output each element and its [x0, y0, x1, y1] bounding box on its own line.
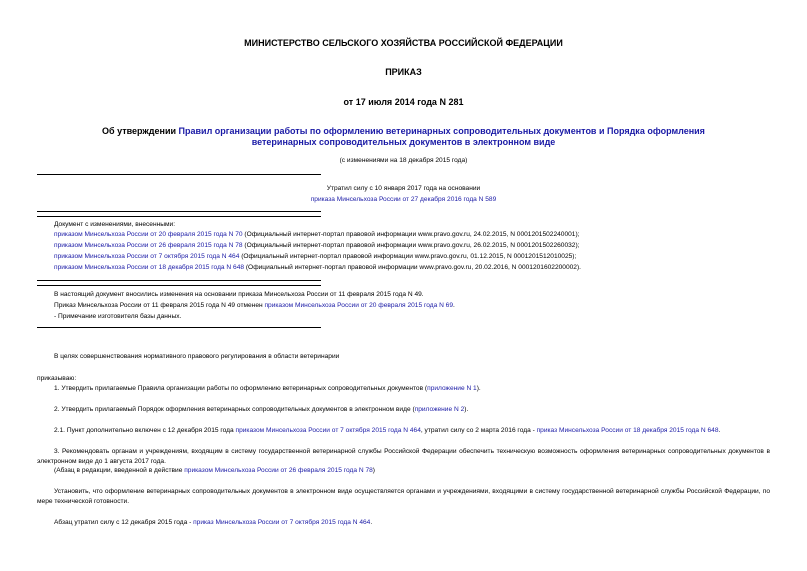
- paragraph-4: Установить, что оформление ветеринарных сопроводительных документов в электронном виде осуществляется органами и учреждениями, входящими в систему государственной ветеринарной службы Российской Федерации, по мере технической готовности.: [37, 488, 770, 505]
- note-line: [54, 301, 455, 311]
- note-text: .: [453, 302, 455, 309]
- amendment-link[interactable]: приказом Минсельхоза России от 20 февраля 2015 года N 70: [54, 231, 243, 238]
- amendment-link[interactable]: приказом Минсельхоза России от 26 февраля 2015 года N 78: [54, 242, 243, 249]
- note-line: - Примечание изготовителя базы данных.: [54, 313, 182, 320]
- doc-type-heading: ПРИКАЗ: [385, 67, 422, 77]
- paragraph-1: [54, 384, 481, 394]
- paragraph-3-note: [54, 466, 375, 476]
- amendment-source: (Официальный интернет-портал правовой информации www.pravo.gov.ru, 26.02.2015, N 0001201502260032);: [242, 242, 580, 249]
- amendment-source: (Официальный интернет-портал правовой информации www.pravo.gov.ru, 20.02.2016, N 0001201602200002).: [244, 264, 581, 271]
- revision-note: (с изменениями на 18 декабря 2015 года): [339, 157, 468, 164]
- document-title: [70, 126, 737, 148]
- repeal-text: Утратил силу с 10 января 2017 года на основании: [326, 185, 481, 192]
- divider: [37, 211, 321, 212]
- paragraph-text: 2. Утвердить прилагаемый Порядок оформления ветеринарных сопроводительных документов в электронном виде (: [54, 406, 415, 413]
- amendment-item: [54, 241, 580, 251]
- amendment-source: (Официальный интернет-портал правовой информации www.pravo.gov.ru, 01.12.2015, N 0001201512010025);: [239, 253, 577, 260]
- amendment-item: [54, 263, 581, 273]
- paragraph-text: ).: [464, 406, 469, 413]
- order-word: приказываю:: [37, 375, 77, 382]
- amendment-item: [54, 252, 576, 262]
- doc-date-heading: от 17 июля 2014 года N 281: [343, 97, 464, 107]
- amendment-link[interactable]: приказом Минсельхоза России от 7 октября 2015 года N 464: [235, 427, 421, 434]
- amendment-link[interactable]: приказом Минсельхоза России от 7 октября 2015 года N 464: [54, 253, 240, 260]
- paragraph-text: .: [718, 427, 721, 434]
- repeal-order-link[interactable]: приказ Минсельхоза России от 18 декабря 2015 года N 648: [536, 427, 719, 434]
- repeal-order-link[interactable]: приказ Минсельхоза России от 7 октября 2015 года N 464: [193, 519, 371, 526]
- paragraph-text: (Абзац в редакции, введенной в действие: [54, 467, 185, 474]
- divider: [37, 216, 321, 217]
- divider: [37, 174, 321, 175]
- note-text: Приказ Минсельхоза России от 11 февраля 2015 года N 49 отменен: [54, 302, 265, 309]
- amendments-intro: Документ с изменениями, внесенными:: [54, 221, 176, 228]
- divider: [37, 285, 321, 286]
- paragraph-text: ).: [476, 385, 481, 392]
- paragraph-text: , утратил силу со 2 марта 2016 года -: [420, 427, 537, 434]
- paragraph-5: [54, 518, 372, 528]
- paragraph-2: [54, 405, 468, 415]
- amendment-source: (Официальный интернет-портал правовой информации www.pravo.gov.ru, 24.02.2015, N 0001201502240001);: [242, 231, 580, 238]
- amendment-link[interactable]: приказом Минсельхоза России от 26 февраля 2015 года N 78: [184, 467, 373, 474]
- divider: [37, 327, 321, 328]
- repeal-link[interactable]: приказа Минсельхоза России от 27 декабря 2016 года N 589: [310, 196, 497, 203]
- paragraph-text: 1. Утвердить прилагаемые Правила организации работы по оформлению ветеринарных сопроводительных документов (: [54, 385, 428, 392]
- paragraph-text: ): [372, 467, 375, 474]
- purpose-paragraph: В целях совершенствования нормативного правового регулирования в области ветеринарии: [54, 353, 340, 360]
- appendix-1-link[interactable]: приложение N 1: [427, 385, 477, 392]
- title-prefix: Об утверждении: [102, 126, 179, 136]
- appendix-2-link[interactable]: приложение N 2: [414, 406, 465, 413]
- amendment-item: [54, 230, 580, 240]
- note-link[interactable]: приказом Минсельхоза России от 20 февраля 2015 года N 69: [264, 302, 454, 309]
- ministry-heading: МИНИСТЕРСТВО СЕЛЬСКОГО ХОЗЯЙСТВА РОССИЙСКОЙ ФЕДЕРАЦИИ: [244, 38, 563, 48]
- paragraph-text: Абзац утратил силу с 12 декабря 2015 года -: [54, 519, 194, 526]
- paragraph-text: .: [370, 519, 373, 526]
- paragraph-2-1: [37, 426, 770, 436]
- paragraph-3: 3. Рекомендовать органам и учреждениям, входящим в систему государственной ветеринарной службы Российской Федерации обеспечить техническую возможность оформления ветеринарных сопроводительных документов в электронном виде до 1 августа 2017 года.: [37, 448, 770, 465]
- divider: [37, 280, 321, 281]
- title-link[interactable]: Правил организации работы по оформлению ветеринарных сопроводительных документов и Порядка оформления ветеринарных сопроводительных документов в электронном виде: [178, 126, 705, 147]
- note-line: В настоящий документ вносились изменения на основании приказа Минсельхоза России от 11 февраля 2015 года N 49.: [54, 291, 424, 298]
- amendment-link[interactable]: приказом Минсельхоза России от 18 декабря 2015 года N 648: [54, 264, 245, 271]
- paragraph-text: 2.1. Пункт дополнительно включен с 12 декабря 2015 года: [54, 427, 236, 434]
